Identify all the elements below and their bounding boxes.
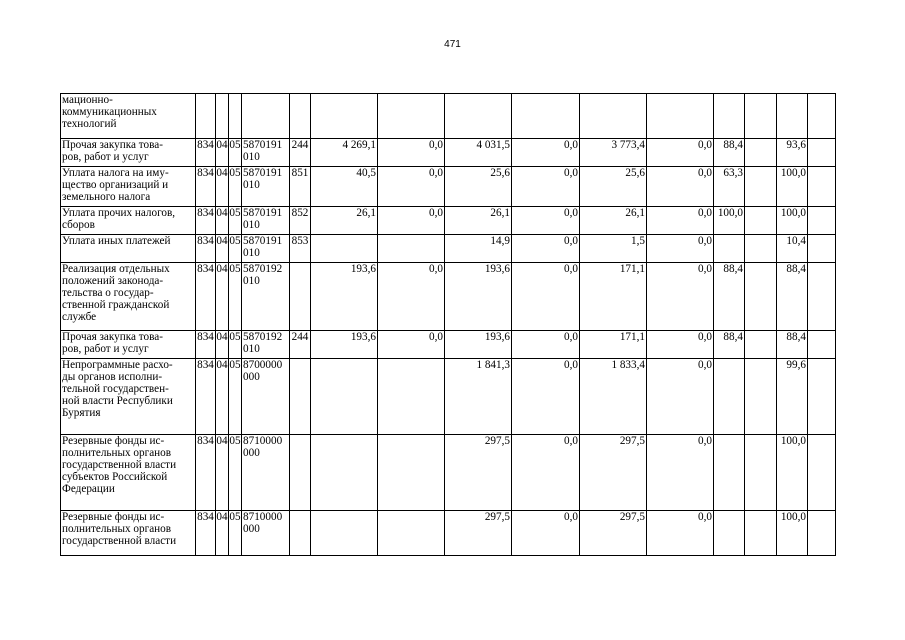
cell-name: Уплата налога на иму- щество организаций и земельного налога — [61, 167, 196, 207]
cell-v4: 0,0 — [512, 263, 580, 331]
cell-v2: 0,0 — [378, 331, 445, 359]
cell-p3: 100,0 — [777, 511, 808, 556]
cell-v4: 0,0 — [512, 167, 580, 207]
cell-gr: 834 — [196, 207, 216, 235]
cell-name: Резервные фонды ис- полнительных органов государственной власти субъектов Российской Федерации — [61, 435, 196, 511]
cell-gr: 834 — [196, 331, 216, 359]
cell-empty — [808, 511, 836, 556]
cell-v6: 0,0 — [647, 167, 714, 207]
cell-v5: 171,1 — [580, 331, 647, 359]
cell-pr — [229, 94, 242, 139]
cell-p2 — [745, 435, 777, 511]
cell-v1 — [311, 235, 378, 263]
cell-v5: 25,6 — [580, 167, 647, 207]
cell-v1: 40,5 — [311, 167, 378, 207]
cell-csr: 8700000 000 — [242, 359, 290, 435]
cell-v2 — [378, 94, 445, 139]
cell-p1 — [714, 511, 745, 556]
cell-v3: 193,6 — [445, 263, 512, 331]
cell-csr: 5870192 010 — [242, 263, 290, 331]
cell-name: Уплата прочих налогов, сборов — [61, 207, 196, 235]
table-row — [61, 511, 836, 556]
cell-vr: 853 — [290, 235, 311, 263]
cell-gr: 834 — [196, 511, 216, 556]
cell-p3: 93,6 — [777, 139, 808, 167]
cell-pr: 05 — [229, 235, 242, 263]
cell-v5: 3 773,4 — [580, 139, 647, 167]
cell-v4: 0,0 — [512, 331, 580, 359]
table-row — [61, 435, 836, 511]
cell-v1: 193,6 — [311, 263, 378, 331]
cell-v4: 0,0 — [512, 435, 580, 511]
cell-v4: 0,0 — [512, 139, 580, 167]
cell-vr — [290, 435, 311, 511]
cell-v5: 1 833,4 — [580, 359, 647, 435]
cell-gr: 834 — [196, 359, 216, 435]
cell-v2: 0,0 — [378, 207, 445, 235]
cell-vr: 244 — [290, 331, 311, 359]
cell-v3: 297,5 — [445, 511, 512, 556]
cell-v6: 0,0 — [647, 207, 714, 235]
cell-v2: 0,0 — [378, 263, 445, 331]
cell-pr: 05 — [229, 263, 242, 331]
cell-name: Непрограммные расхо- ды органов исполни- тельной государствен- ной власти Республики Бурятия — [61, 359, 196, 435]
cell-v1 — [311, 435, 378, 511]
cell-p2 — [745, 331, 777, 359]
cell-vr: 851 — [290, 167, 311, 207]
cell-v2 — [378, 235, 445, 263]
cell-pr: 05 — [229, 331, 242, 359]
cell-p2 — [745, 359, 777, 435]
cell-pr: 05 — [229, 359, 242, 435]
table-row — [61, 263, 836, 331]
cell-csr: 8710000 000 — [242, 435, 290, 511]
cell-rz: 04 — [216, 359, 229, 435]
cell-rz: 04 — [216, 235, 229, 263]
cell-v1: 4 269,1 — [311, 139, 378, 167]
cell-v6 — [647, 94, 714, 139]
cell-p1: 100,0 — [714, 207, 745, 235]
cell-rz: 04 — [216, 139, 229, 167]
cell-v2 — [378, 511, 445, 556]
cell-v1 — [311, 511, 378, 556]
cell-p1 — [714, 235, 745, 263]
cell-v3: 297,5 — [445, 435, 512, 511]
table-row — [61, 139, 836, 167]
cell-gr: 834 — [196, 263, 216, 331]
cell-empty — [808, 235, 836, 263]
cell-p3: 100,0 — [777, 207, 808, 235]
cell-p3: 99,6 — [777, 359, 808, 435]
cell-pr: 05 — [229, 511, 242, 556]
cell-rz: 04 — [216, 511, 229, 556]
budget-table — [60, 93, 836, 556]
cell-v4: 0,0 — [512, 207, 580, 235]
cell-p3 — [777, 94, 808, 139]
cell-name: Резервные фонды ис- полнительных органов государственной власти — [61, 511, 196, 556]
cell-pr: 05 — [229, 435, 242, 511]
cell-empty — [808, 167, 836, 207]
cell-p2 — [745, 139, 777, 167]
cell-v6: 0,0 — [647, 263, 714, 331]
cell-v6: 0,0 — [647, 511, 714, 556]
cell-v5: 171,1 — [580, 263, 647, 331]
cell-p1: 88,4 — [714, 139, 745, 167]
cell-vr — [290, 263, 311, 331]
cell-empty — [808, 435, 836, 511]
cell-p1: 63,3 — [714, 167, 745, 207]
cell-csr — [242, 94, 290, 139]
cell-name: Уплата иных платежей — [61, 235, 196, 263]
cell-p3: 88,4 — [777, 331, 808, 359]
cell-gr: 834 — [196, 235, 216, 263]
cell-csr: 8710000 000 — [242, 511, 290, 556]
cell-csr: 5870191 010 — [242, 167, 290, 207]
cell-empty — [808, 207, 836, 235]
cell-v3: 25,6 — [445, 167, 512, 207]
cell-vr: 852 — [290, 207, 311, 235]
cell-p1 — [714, 435, 745, 511]
cell-vr — [290, 359, 311, 435]
cell-gr — [196, 94, 216, 139]
cell-v6: 0,0 — [647, 235, 714, 263]
cell-p2 — [745, 511, 777, 556]
cell-v4: 0,0 — [512, 359, 580, 435]
cell-empty — [808, 94, 836, 139]
cell-v1: 26,1 — [311, 207, 378, 235]
cell-v6: 0,0 — [647, 435, 714, 511]
table-row — [61, 235, 836, 263]
cell-vr — [290, 511, 311, 556]
cell-csr: 5870191 010 — [242, 139, 290, 167]
cell-rz: 04 — [216, 435, 229, 511]
cell-gr: 834 — [196, 139, 216, 167]
table-row — [61, 359, 836, 435]
cell-p1 — [714, 359, 745, 435]
cell-p3: 10,4 — [777, 235, 808, 263]
cell-v6: 0,0 — [647, 139, 714, 167]
cell-name: Прочая закупка това- ров, работ и услуг — [61, 331, 196, 359]
cell-v6: 0,0 — [647, 331, 714, 359]
table-row — [61, 94, 836, 139]
cell-v2 — [378, 435, 445, 511]
cell-v1 — [311, 359, 378, 435]
cell-v5 — [580, 94, 647, 139]
cell-v5: 297,5 — [580, 435, 647, 511]
cell-v3: 1 841,3 — [445, 359, 512, 435]
cell-csr: 5870191 010 — [242, 235, 290, 263]
cell-p2 — [745, 167, 777, 207]
cell-p2 — [745, 94, 777, 139]
cell-v4 — [512, 94, 580, 139]
table-body — [61, 94, 836, 556]
cell-v5: 1,5 — [580, 235, 647, 263]
cell-name: Прочая закупка това- ров, работ и услуг — [61, 139, 196, 167]
table-row — [61, 207, 836, 235]
cell-v4: 0,0 — [512, 511, 580, 556]
cell-p2 — [745, 263, 777, 331]
cell-v3: 14,9 — [445, 235, 512, 263]
cell-rz: 04 — [216, 263, 229, 331]
cell-csr: 5870191 010 — [242, 207, 290, 235]
cell-pr: 05 — [229, 139, 242, 167]
cell-gr: 834 — [196, 435, 216, 511]
cell-name: мационно- коммуникационных технологий — [61, 94, 196, 139]
cell-p2 — [745, 235, 777, 263]
cell-vr: 244 — [290, 139, 311, 167]
cell-v1: 193,6 — [311, 331, 378, 359]
cell-rz: 04 — [216, 331, 229, 359]
cell-vr — [290, 94, 311, 139]
cell-p1 — [714, 94, 745, 139]
cell-v4: 0,0 — [512, 235, 580, 263]
cell-empty — [808, 331, 836, 359]
page-number: 471 — [444, 39, 461, 50]
cell-p3: 100,0 — [777, 167, 808, 207]
cell-v2: 0,0 — [378, 139, 445, 167]
cell-empty — [808, 139, 836, 167]
cell-pr: 05 — [229, 207, 242, 235]
cell-v2 — [378, 359, 445, 435]
cell-rz: 04 — [216, 207, 229, 235]
cell-v1 — [311, 94, 378, 139]
cell-v5: 26,1 — [580, 207, 647, 235]
cell-v2: 0,0 — [378, 167, 445, 207]
cell-v6: 0,0 — [647, 359, 714, 435]
cell-empty — [808, 359, 836, 435]
cell-v3: 4 031,5 — [445, 139, 512, 167]
table-row — [61, 331, 836, 359]
cell-v3: 26,1 — [445, 207, 512, 235]
cell-rz: 04 — [216, 167, 229, 207]
cell-v5: 297,5 — [580, 511, 647, 556]
table-row — [61, 167, 836, 207]
cell-pr: 05 — [229, 167, 242, 207]
cell-rz — [216, 94, 229, 139]
cell-name: Реализация отдельных положений законода- тельства о государ- ственной гражданской службе — [61, 263, 196, 331]
cell-p3: 88,4 — [777, 263, 808, 331]
cell-p2 — [745, 207, 777, 235]
cell-v3 — [445, 94, 512, 139]
cell-v3: 193,6 — [445, 331, 512, 359]
cell-csr: 5870192 010 — [242, 331, 290, 359]
cell-p3: 100,0 — [777, 435, 808, 511]
cell-p1: 88,4 — [714, 331, 745, 359]
cell-empty — [808, 263, 836, 331]
cell-gr: 834 — [196, 167, 216, 207]
cell-p1: 88,4 — [714, 263, 745, 331]
